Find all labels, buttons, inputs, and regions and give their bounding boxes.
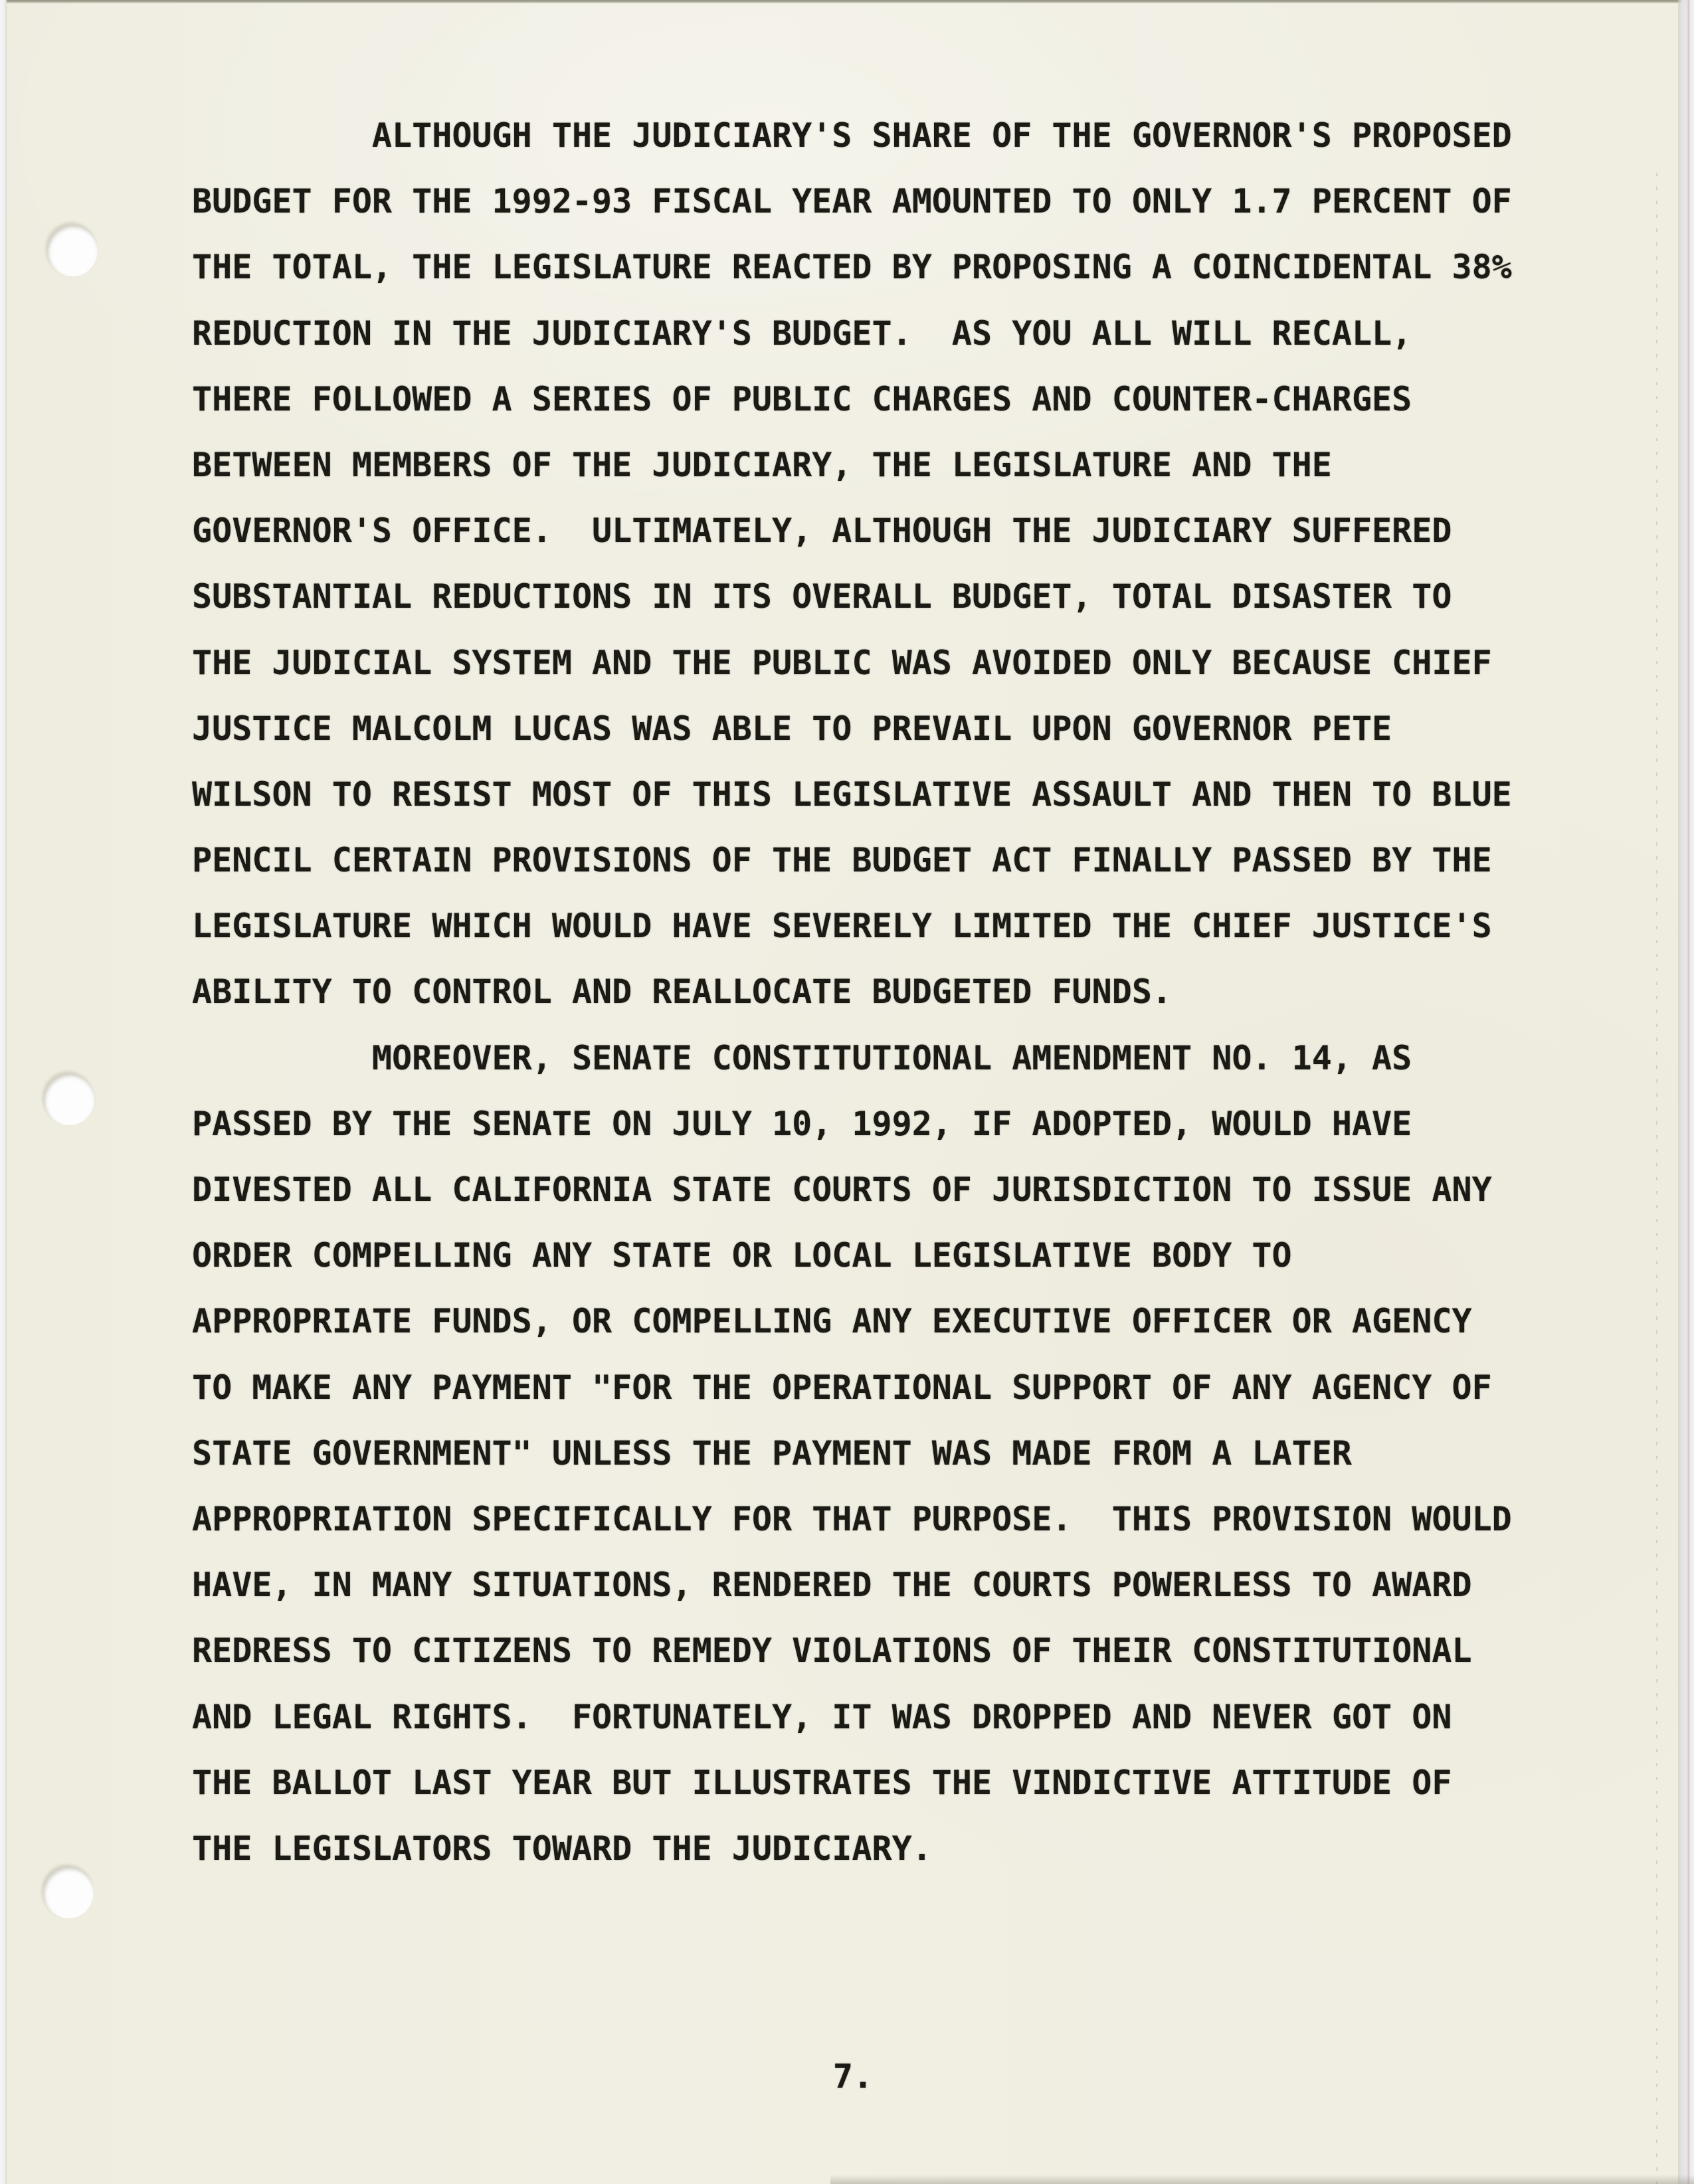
document-body-text: [192, 103, 1514, 1882]
text-line: THE LEGISLATORS TOWARD THE JUDICIARY.: [192, 1829, 932, 1868]
text-line: STATE GOVERNMENT" UNLESS THE PAYMENT WAS MADE FROM A LATER: [192, 1433, 1352, 1473]
text-line: BUDGET FOR THE 1992-93 FISCAL YEAR AMOUNTED TO ONLY 1.7 PERCENT OF: [192, 182, 1512, 221]
text-line: WILSON TO RESIST MOST OF THIS LEGISLATIVE ASSAULT AND THEN TO BLUE: [192, 774, 1512, 814]
text-line: JUSTICE MALCOLM LUCAS WAS ABLE TO PREVAIL UPON GOVERNOR PETE: [192, 709, 1392, 748]
punch-hole-top: [47, 225, 98, 276]
text-line: ABILITY TO CONTROL AND REALLOCATE BUDGETED FUNDS.: [192, 972, 1173, 1012]
text-line: GOVERNOR'S OFFICE. ULTIMATELY, ALTHOUGH THE JUDICIARY SUFFERED: [192, 511, 1452, 551]
text-line: REDUCTION IN THE JUDICIARY'S BUDGET. AS YOU ALL WILL RECALL,: [192, 314, 1412, 353]
text-line: SUBSTANTIAL REDUCTIONS IN ITS OVERALL BUDGET, TOTAL DISASTER TO: [192, 577, 1452, 616]
text-line: AND LEGAL RIGHTS. FORTUNATELY, IT WAS DROPPED AND NEVER GOT ON: [192, 1697, 1452, 1736]
text-line: HAVE, IN MANY SITUATIONS, RENDERED THE COURTS POWERLESS TO AWARD: [192, 1566, 1472, 1605]
punch-hole-bottom: [43, 1866, 94, 1918]
text-line: TO MAKE ANY PAYMENT "FOR THE OPERATIONAL SUPPORT OF ANY AGENCY OF: [192, 1368, 1492, 1407]
text-line: THERE FOLLOWED A SERIES OF PUBLIC CHARGES AND COUNTER-CHARGES: [192, 379, 1412, 418]
text-line: ALTHOUGH THE JUDICIARY'S SHARE OF THE GOVERNOR'S PROPOSED: [192, 116, 1512, 155]
text-line: REDRESS TO CITIZENS TO REMEDY VIOLATIONS OF THEIR CONSTITUTIONAL: [192, 1631, 1472, 1671]
text-line: THE BALLOT LAST YEAR BUT ILLUSTRATES THE VINDICTIVE ATTITUDE OF: [192, 1763, 1452, 1802]
text-line: LEGISLATURE WHICH WOULD HAVE SEVERELY LIMITED THE CHIEF JUSTICE'S: [192, 907, 1492, 946]
text-line: THE TOTAL, THE LEGISLATURE REACTED BY PROPOSING A COINCIDENTAL 38%: [192, 248, 1512, 287]
text-line: APPROPRIATION SPECIFICALLY FOR THAT PURPOSE. THIS PROVISION WOULD: [192, 1499, 1512, 1538]
scan-edge-right: [1678, 0, 1694, 2184]
scan-edge-left: [0, 0, 7, 2184]
text-line: PASSED BY THE SENATE ON JULY 10, 1992, IF ADOPTED, WOULD HAVE: [192, 1104, 1412, 1143]
text-line: PENCIL CERTAIN PROVISIONS OF THE BUDGET ACT FINALLY PASSED BY THE: [192, 841, 1492, 880]
scan-shadow-bottom-edge: [830, 2175, 1694, 2184]
text-line: APPROPRIATE FUNDS, OR COMPELLING ANY EXECUTIVE OFFICER OR AGENCY: [192, 1302, 1472, 1341]
text-line: ORDER COMPELLING ANY STATE OR LOCAL LEGISLATIVE BODY TO: [192, 1236, 1292, 1275]
text-line: BETWEEN MEMBERS OF THE JUDICIARY, THE LEGISLATURE AND THE: [192, 445, 1332, 484]
text-line: THE JUDICIAL SYSTEM AND THE PUBLIC WAS AVOIDED ONLY BECAUSE CHIEF: [192, 643, 1492, 682]
text-line: MOREOVER, SENATE CONSTITUTIONAL AMENDMENT NO. 14, AS: [192, 1038, 1412, 1077]
scan-edge-top: [0, 0, 1694, 3]
text-line: DIVESTED ALL CALIFORNIA STATE COURTS OF JURISDICTION TO ISSUE ANY: [192, 1170, 1492, 1209]
punch-hole-middle: [44, 1073, 94, 1125]
page-number: 7.: [832, 2057, 874, 2096]
paper-crease-line: [1656, 173, 1657, 2184]
